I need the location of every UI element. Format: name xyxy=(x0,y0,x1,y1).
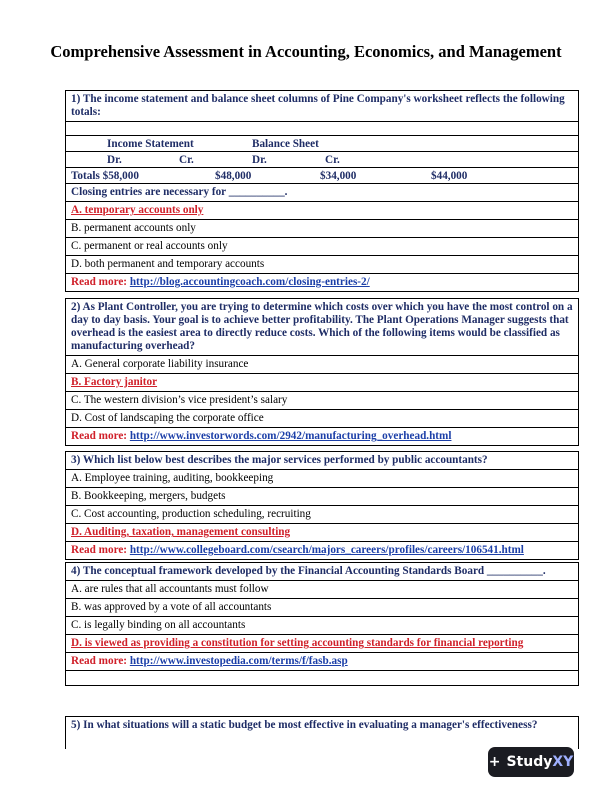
read-more-link[interactable]: http://www.investopedia.com/terms/f/fasb.asp xyxy=(129,655,348,667)
answer-option-correct: B. Factory janitor xyxy=(71,376,158,388)
read-more-link[interactable]: http://www.investorwords.com/2942/manufacturing_overhead.html xyxy=(129,430,452,442)
question-3-block xyxy=(65,451,579,560)
totals-income-dr: Totals $58,000 xyxy=(71,170,139,182)
answer-option-correct: A. temporary accounts only xyxy=(71,204,204,216)
read-more-row xyxy=(66,542,578,560)
answer-option: D. Cost of landscaping the corporate office xyxy=(66,410,578,428)
question-2-block xyxy=(65,298,579,446)
question-4-text: 4) The conceptual framework developed by the Financial Accounting Standards Board __________. xyxy=(66,563,578,581)
empty-row xyxy=(66,122,578,136)
income-cr-label: Cr. xyxy=(179,154,194,166)
answer-option: C. Cost accounting, production scheduling, recruiting xyxy=(66,506,578,524)
answer-option: C. permanent or real accounts only xyxy=(66,238,578,256)
read-more-row xyxy=(66,274,578,292)
totals-income-cr: $48,000 xyxy=(215,170,252,182)
question-5-block xyxy=(65,716,579,749)
logo-text: StudyXY xyxy=(506,754,574,770)
income-dr-label: Dr. xyxy=(107,154,122,166)
worksheet-totals-row xyxy=(66,168,578,184)
answer-option: B. Bookkeeping, mergers, budgets xyxy=(66,488,578,506)
answer-option-correct: D. is viewed as providing a constitution for setting accounting standards for financial reporting xyxy=(71,637,524,649)
answer-option: A. General corporate liability insurance xyxy=(66,356,578,374)
answer-option-correct: D. Auditing, taxation, management consulting xyxy=(71,526,291,538)
answer-option: C. The western division’s vice president’s salary xyxy=(66,392,578,410)
question-1-text: 1) The income statement and balance sheet columns of Pine Company's worksheet reflects the following totals: xyxy=(66,91,578,122)
answer-option: B. was approved by a vote of all accountants xyxy=(66,599,578,617)
balance-cr-label: Cr. xyxy=(325,154,340,166)
read-more-row xyxy=(66,428,578,446)
worksheet-drcr-row xyxy=(66,152,578,168)
balance-sheet-header: Balance Sheet xyxy=(252,138,319,150)
question-5-text: 5) In what situations will a static budget be most effective in evaluating a manager's effectiveness? xyxy=(71,719,538,731)
read-more-label: Read more: xyxy=(71,544,128,556)
question-2-text: 2) As Plant Controller, you are trying to determine which costs over which you have the most control on a day to day basis. Your goal is to achieve better profitability. The Plant Operations Manager suggests that overhead is the easiest area to directly reduce costs. Which of the following items would be classified as manufacturing overhead? xyxy=(66,299,578,356)
answer-option: A. are rules that all accountants must follow xyxy=(66,581,578,599)
read-more-label: Read more: xyxy=(71,276,128,288)
studyxy-logo xyxy=(488,747,574,777)
income-statement-header: Income Statement xyxy=(107,138,194,150)
question-4-block xyxy=(65,562,579,686)
read-more-link[interactable]: http://blog.accountingcoach.com/closing-entries-2/ xyxy=(129,276,370,288)
question-1-prompt: Closing entries are necessary for __________. xyxy=(66,184,578,202)
read-more-row xyxy=(66,653,578,671)
totals-balance-dr: $34,000 xyxy=(320,170,357,182)
question-3-text: 3) Which list below best describes the major services performed by public accountants? xyxy=(66,452,578,470)
balance-dr-label: Dr. xyxy=(252,154,267,166)
read-more-label: Read more: xyxy=(71,430,128,442)
answer-option: A. Employee training, auditing, bookkeeping xyxy=(66,470,578,488)
read-more-label: Read more: xyxy=(71,655,128,667)
plus-icon: + xyxy=(488,754,501,770)
answer-option: D. both permanent and temporary accounts xyxy=(66,256,578,274)
read-more-link[interactable]: http://www.collegeboard.com/csearch/majors_careers/profiles/careers/106541.html xyxy=(129,544,524,556)
totals-balance-cr: $44,000 xyxy=(431,170,468,182)
worksheet-header-row xyxy=(66,136,578,152)
question-1-block xyxy=(65,90,579,292)
answer-option: B. permanent accounts only xyxy=(66,220,578,238)
answer-option: C. is legally binding on all accountants xyxy=(66,617,578,635)
empty-row xyxy=(66,671,578,686)
page-title: Comprehensive Assessment in Accounting, Economics, and Management xyxy=(50,42,562,61)
